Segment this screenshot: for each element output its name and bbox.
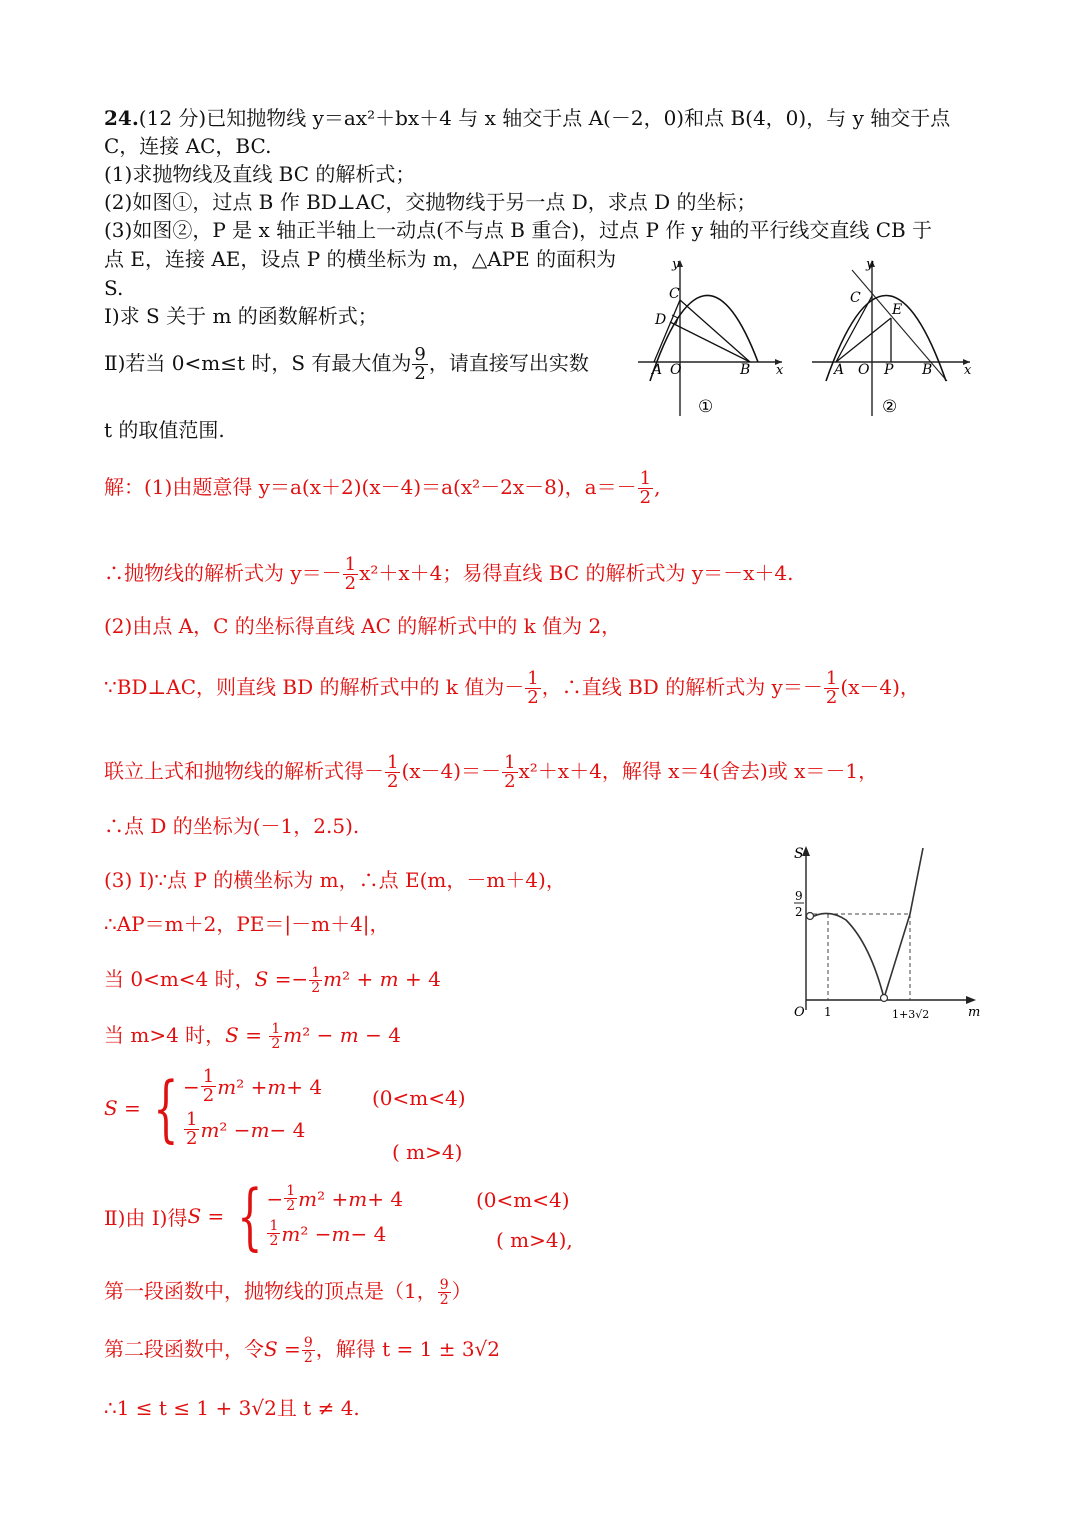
condition-2b: ( m>4), — [496, 1228, 573, 1252]
fraction-1-2: $\frac{1}{2}$ — [311, 965, 321, 996]
fig1-point-O: O — [670, 362, 682, 378]
s-function-graph — [786, 840, 986, 1030]
solution-8: ∴AP＝m＋2，PE＝|－m＋4|， — [104, 912, 390, 936]
fraction-1-2: $\frac{1}{2}$ — [344, 554, 357, 594]
question-3-I: Ⅰ)求 S 关于 m 的函数解析式； — [104, 304, 378, 328]
solution-4-b: ，∴直线 BD 的解析式为 y＝－ — [541, 675, 823, 699]
question-3-II-text: Ⅱ)若当 0<m≤t 时，S 有最大值为 — [104, 351, 412, 375]
solution-3: (2)由点 A，C 的坐标得直线 AC 的解析式中的 k 值为 2， — [104, 614, 622, 638]
fraction-9-2: $\frac{9}{2}$ — [303, 1335, 313, 1366]
fig1-caption: ① — [698, 397, 714, 417]
question-3-cont: 点 E，连接 AE，设点 P 的横坐标为 m，△APE 的面积为 — [104, 247, 617, 271]
solution-7: (3) Ⅰ)∵点 P 的横坐标为 m，∴点 E(m，－m＋4)， — [104, 868, 566, 892]
fig1-point-C: C — [669, 286, 680, 302]
fig1-x-label: x — [776, 363, 784, 378]
solution-6: ∴点 D 的坐标为(－1，2.5). — [104, 814, 360, 838]
condition-1: (0<m<4) — [372, 1086, 466, 1110]
problem-number: 24. — [104, 106, 139, 130]
condition-1b: (0<m<4) — [476, 1188, 570, 1212]
fig2-point-A: A — [834, 362, 845, 378]
fig2-point-P: P — [884, 362, 894, 378]
solution-12-post: ） — [451, 1279, 472, 1303]
fraction-1-2: $\frac{1}{2}$ — [202, 1066, 215, 1106]
figure-1 — [638, 256, 788, 421]
problem-line-2: C，连接 AC，BC. — [104, 134, 272, 158]
piecewise-system-1: S = { − $\frac{1}{2}$ m ² + m + 4 $\frac{1}{2}$ m ² − m − 4 — [104, 1066, 323, 1150]
fig2-caption: ② — [882, 397, 898, 417]
solution-1 — [104, 470, 660, 507]
graph-tick-1: 1 — [824, 1005, 832, 1019]
solution-13: 第二段函数中，令S = $\frac{9}{2}$ ，解得 t = 1 ± 3√2 — [104, 1335, 501, 1366]
solution-1-post: , — [654, 475, 661, 499]
figure-2 — [812, 256, 974, 421]
solution-13-text: 第二段函数中，令 — [104, 1337, 264, 1361]
fraction-1-2: $\frac{1}{2}$ — [186, 1109, 198, 1149]
fraction-1-2: $\frac{1}{2}$ — [286, 1183, 296, 1214]
fig2-point-C: C — [850, 290, 861, 306]
fraction-1-2: $\frac{1}{2}$ — [387, 752, 399, 792]
fraction-9-2: $\frac{9}{2}$ — [439, 1277, 449, 1308]
fig1-point-B: B — [740, 362, 751, 378]
question-1: (1)求抛物线及直线 BC 的解析式； — [104, 162, 416, 186]
fig2-y-label: y — [866, 257, 874, 272]
solution-11-text: Ⅱ)由 Ⅰ)得 — [104, 1205, 188, 1230]
solution-4-c: (x－4)， — [840, 675, 920, 699]
fig2-point-E: E — [892, 302, 903, 318]
condition-2: ( m>4) — [392, 1140, 463, 1164]
solution-12-text: 第一段函数中，抛物线的顶点是（1， — [104, 1279, 437, 1303]
fig1-point-D: D — [655, 312, 667, 328]
problem-text-1: (12 分)已知抛物线 y＝ax²＋bx＋4 与 x 轴交于点 A(－2，0)和点 B(4，0)，与 y 轴交于点 — [138, 106, 951, 130]
graph-s-label: S — [794, 846, 804, 862]
solution-9-text: 当 0<m<4 时， — [104, 967, 255, 991]
question-3-II — [104, 346, 589, 383]
fig2-x-label: x — [964, 363, 972, 378]
solution-5-c: x²＋x＋4，解得 x＝4(舍去)或 x＝－1， — [518, 759, 879, 783]
problem-line-1 — [104, 106, 950, 130]
graph-two-label: 2 — [795, 905, 803, 919]
graph-tick-right: 1+3√2 — [892, 1008, 930, 1021]
question-3-s: S. — [104, 276, 124, 300]
fraction-1-2: $\frac{1}{2}$ — [639, 468, 652, 508]
question-3-II-end: t 的取值范围. — [104, 418, 225, 442]
graph-origin-label: O — [794, 1005, 805, 1020]
solution-2 — [104, 556, 794, 593]
piecewise-system-2: Ⅱ)由 Ⅰ)得 S = { − $\frac{1}{2}$ m ² + m + 4 $\frac{1}{2}$ m ² − m − 4 — [104, 1174, 404, 1258]
graph-nine-label: 9 — [795, 889, 803, 903]
solution-4 — [104, 670, 920, 707]
graph-m-label: m — [968, 1005, 981, 1020]
solution-4-a: ∵BD⊥AC，则直线 BD 的解析式中的 k 值为－ — [104, 675, 525, 699]
solution-10: 当 m>4 时，S = $\frac{1}{2}$ m² − m − 4 — [104, 1021, 401, 1052]
solution-5-b: (x－4)＝－ — [401, 759, 502, 783]
question-3-II-post: ，请直接写出实数 — [428, 351, 589, 375]
solution-5 — [104, 754, 878, 791]
solution-10-text: 当 m>4 时， — [104, 1023, 226, 1047]
question-3: (3)如图②，P 是 x 轴正半轴上一动点(不与点 B 重合)，过点 P 作 y 轴的平行线交直线 CB 于 — [104, 218, 933, 242]
fig2-point-O: O — [858, 362, 870, 378]
fig2-point-B: B — [922, 362, 933, 378]
solution-12 — [104, 1278, 472, 1307]
solution-14: ∴1 ≤ t ≤ 1 + 3√2且 t ≠ 4. — [104, 1396, 360, 1420]
fraction-1-2: $\frac{1}{2}$ — [269, 1218, 279, 1249]
fraction-1-2: $\frac{1}{2}$ — [825, 668, 838, 708]
solution-13-mid: ，解得 t = 1 ± 3√2 — [315, 1337, 501, 1361]
fraction-1-2: $\frac{1}{2}$ — [504, 752, 516, 792]
fraction-1-2: $\frac{1}{2}$ — [527, 668, 539, 708]
solution-2-text: ∴抛物线的解析式为 y＝－ — [104, 561, 342, 585]
solution-1-text: 解：(1)由题意得 y＝a(x＋2)(x－4)＝a(x²－2x－8)，a＝－ — [104, 475, 637, 499]
solution-9: 当 0<m<4 时，S =− $\frac{1}{2}$ m² + m + 4 — [104, 965, 441, 996]
question-2: (2)如图①，过点 B 作 BD⊥AC，交抛物线于另一点 D，求点 D 的坐标； — [104, 190, 757, 214]
fig1-point-A: A — [652, 362, 663, 378]
solution-5-a: 联立上式和抛物线的解析式得－ — [104, 759, 384, 783]
solution-2-post: x²＋x＋4；易得直线 BC 的解析式为 y＝－x＋4. — [359, 561, 794, 585]
fraction-9-2: $\frac{9}{2}$ — [414, 344, 426, 384]
fraction-1-2: $\frac{1}{2}$ — [271, 1021, 281, 1052]
fig1-y-label: y — [672, 257, 680, 272]
